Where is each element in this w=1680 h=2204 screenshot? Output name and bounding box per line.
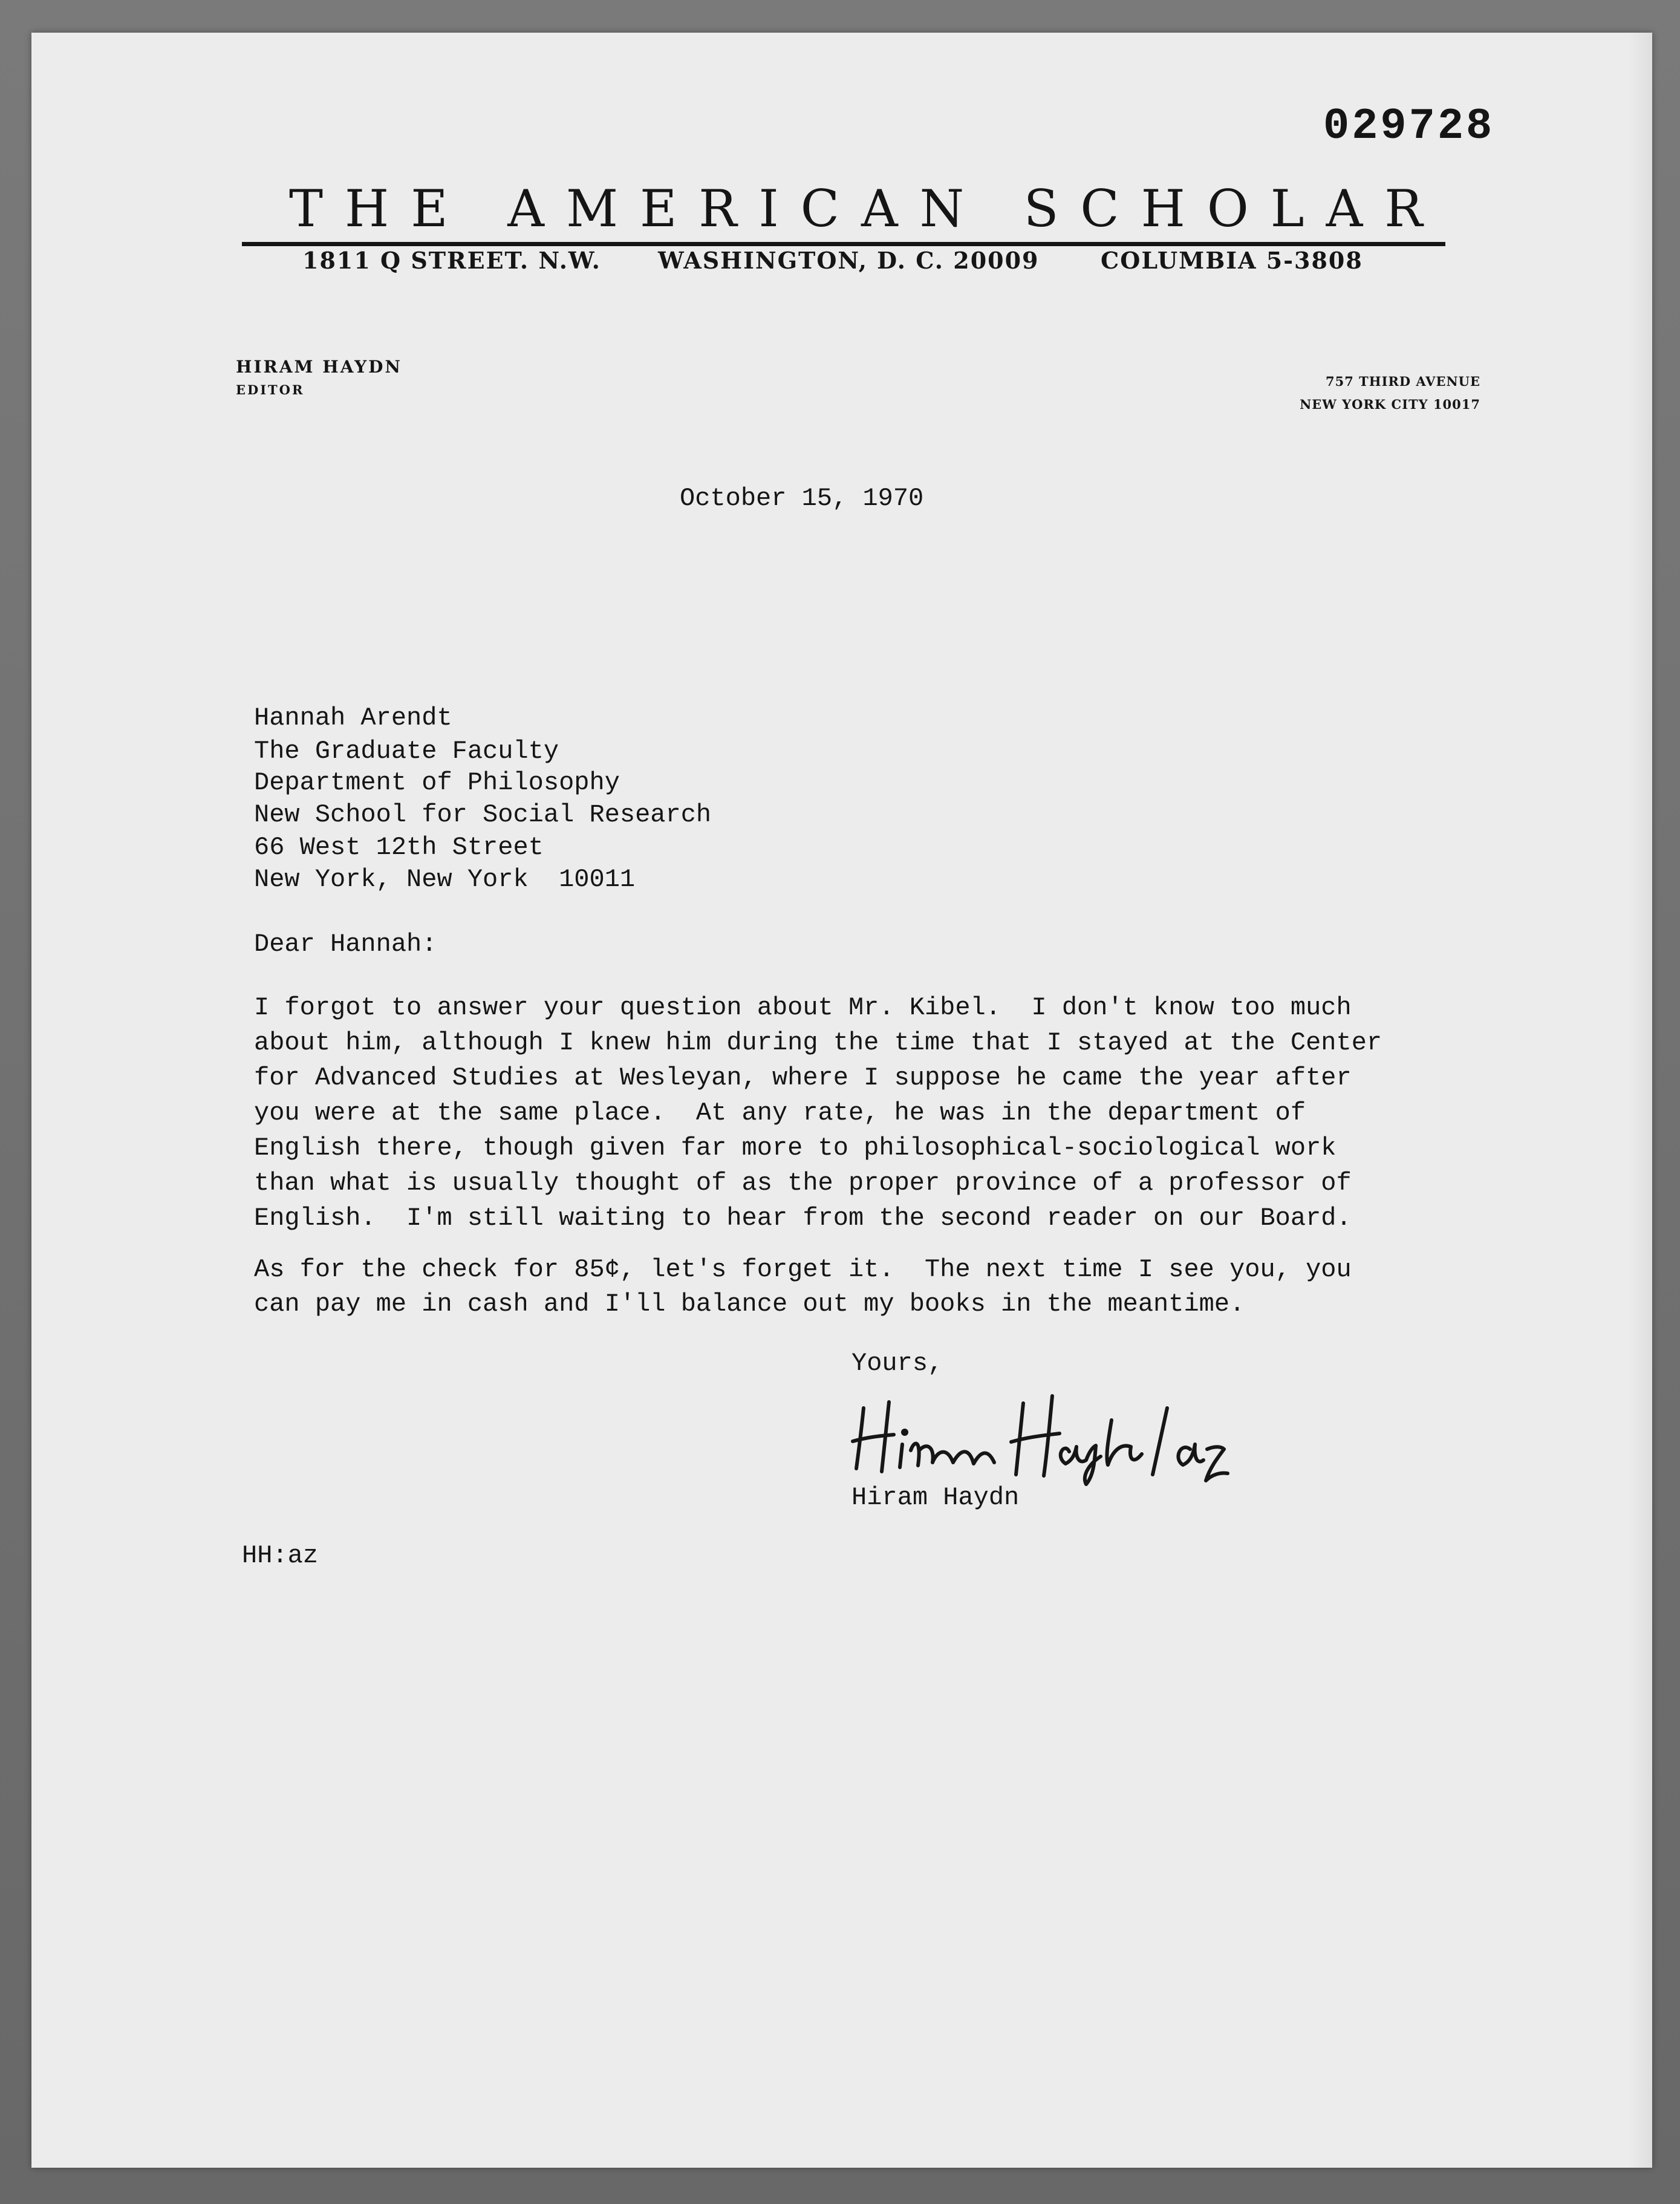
handwritten-signature	[847, 1384, 1234, 1487]
body-line: English there, though given far more to philosophical-sociological work	[254, 1133, 1337, 1162]
signer-name: Hiram Haydn	[851, 1483, 1020, 1512]
body-line: can pay me in cash and I'll balance out my books in the meantime.	[254, 1289, 1245, 1319]
editor-title: EDITOR	[236, 382, 305, 397]
body-line: you were at the same place. At any rate, he was in the department of	[254, 1098, 1306, 1127]
body-line: about him, although I knew him during the time that I stayed at the Center	[254, 1028, 1382, 1057]
page-edge-shadow	[1628, 33, 1652, 2168]
letterhead-rule	[242, 242, 1445, 246]
editor-name: HIRAM HAYDN	[236, 357, 402, 377]
recipient-line: 66 West 12th Street	[254, 833, 544, 862]
recipient-line: New York, New York 10011	[254, 865, 636, 894]
salutation: Dear Hannah:	[254, 930, 437, 959]
letter-date: October 15, 1970	[680, 484, 924, 513]
letterhead-city: WASHINGTON, D. C. 20009	[658, 247, 1040, 274]
body-line: English. I'm still waiting to hear from the second reader on our Board.	[254, 1204, 1352, 1233]
recipient-line: The Graduate Faculty	[254, 737, 559, 766]
archive-number: 029728	[1323, 102, 1495, 151]
body-line: I forgot to answer your question about Mr. Kibel. I don't know too much	[254, 993, 1352, 1022]
letterhead-street: 1811 Q STREET. N.W.	[302, 247, 601, 274]
reference-initials: HH:az	[242, 1541, 319, 1570]
branch-street: 757 THIRD AVENUE	[1326, 374, 1480, 389]
body-line: than what is usually thought of as the proper province of a professor of	[254, 1169, 1352, 1198]
body-line: for Advanced Studies at Wesleyan, where I suppose he came the year after	[254, 1063, 1352, 1092]
recipient-line: Hannah Arendt	[254, 703, 452, 732]
recipient-line: New School for Social Research	[254, 800, 712, 829]
closing: Yours,	[851, 1349, 943, 1378]
branch-city: NEW YORK CITY 10017	[1300, 397, 1480, 412]
recipient-line: Department of Philosophy	[254, 768, 620, 797]
body-line: As for the check for 85¢, let's forget it. The next time I see you, you	[254, 1255, 1352, 1284]
letterhead-phone: COLUMBIA 5-3808	[1101, 247, 1363, 274]
letterhead-title: THE AMERICAN SCHOLAR	[289, 179, 1445, 238]
